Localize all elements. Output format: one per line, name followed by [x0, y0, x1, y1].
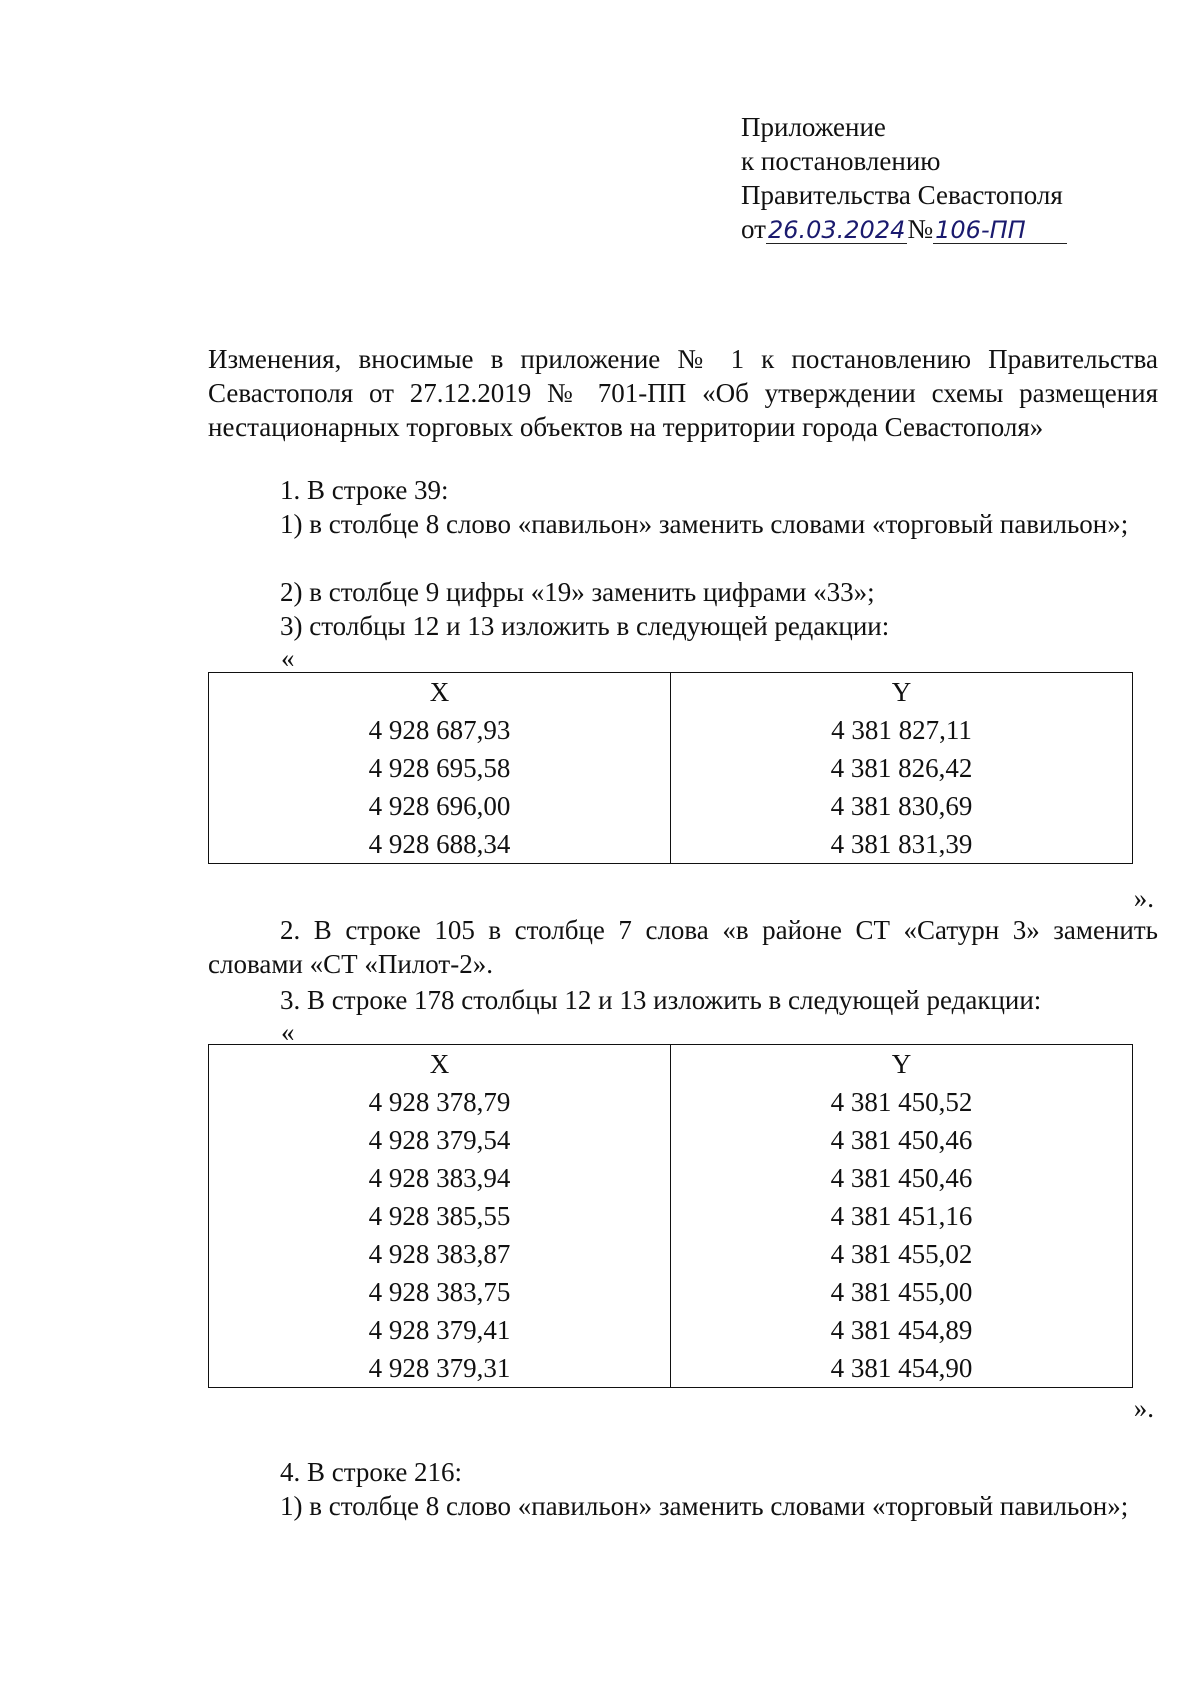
- cell-y: 4 381 450,46: [671, 1159, 1133, 1197]
- table-row: [209, 1349, 1133, 1388]
- cell-y: 4 381 826,42: [671, 749, 1133, 787]
- section3-heading: 3. В строке 178 столбцы 12 и 13 изложить в следующей редакции:: [280, 985, 1042, 1015]
- table-row: [209, 1121, 1133, 1159]
- section4-heading: 4. В строке 216:: [280, 1457, 463, 1487]
- header-line-appendix: Приложение: [741, 112, 886, 142]
- cell-x: 4 928 695,58: [209, 749, 671, 787]
- date-prefix: от: [741, 214, 766, 244]
- section4-item1: 1) в столбце 8 слово «павильон» заменить словами «торговый павильон»;: [280, 1491, 1129, 1521]
- column-header-y: Y: [671, 1045, 1133, 1084]
- document-title: Изменения, вносимые в приложение № 1 к постановлению Правительства Севастополя от 27.12.2019 № 701-ПП «Об утверждении схемы размещения нестационарных торговых объектов на территории города Севастополя»: [208, 344, 1158, 442]
- section3-open-quote: «: [281, 1017, 295, 1047]
- cell-y: 4 381 454,89: [671, 1311, 1133, 1349]
- cell-x: 4 928 383,87: [209, 1235, 671, 1273]
- table-row: [209, 1159, 1133, 1197]
- column-header-y: Y: [671, 673, 1133, 712]
- column-header-x: X: [209, 1045, 671, 1084]
- cell-y: 4 381 450,52: [671, 1083, 1133, 1121]
- table-row: [209, 749, 1133, 787]
- header-line-government: Правительства Севастополя: [741, 180, 1063, 210]
- cell-y: 4 381 451,16: [671, 1197, 1133, 1235]
- cell-x: 4 928 385,55: [209, 1197, 671, 1235]
- cell-y: 4 381 830,69: [671, 787, 1133, 825]
- handwritten-number: 106-ПП: [933, 217, 1067, 244]
- cell-x: 4 928 383,94: [209, 1159, 671, 1197]
- cell-y: 4 381 831,39: [671, 825, 1133, 864]
- cell-y: 4 381 455,02: [671, 1235, 1133, 1273]
- cell-x: 4 928 378,79: [209, 1083, 671, 1121]
- cell-x: 4 928 379,31: [209, 1349, 671, 1388]
- cell-x: 4 928 688,34: [209, 825, 671, 864]
- cell-x: 4 928 383,75: [209, 1273, 671, 1311]
- cell-x: 4 928 379,41: [209, 1311, 671, 1349]
- section1-open-quote: «: [281, 643, 295, 673]
- table-row: [209, 825, 1133, 864]
- cell-x: 4 928 696,00: [209, 787, 671, 825]
- appendix-header: [741, 110, 1067, 246]
- table-row: [209, 1083, 1133, 1121]
- column-header-x: X: [209, 673, 671, 712]
- table-row: [209, 1235, 1133, 1273]
- section1-item3: 3) столбцы 12 и 13 изложить в следующей редакции:: [280, 611, 890, 641]
- section3-coordinates-table: [208, 1044, 1133, 1388]
- cell-x: 4 928 687,93: [209, 711, 671, 749]
- table-row: [209, 787, 1133, 825]
- header-date-line: [741, 212, 1067, 246]
- handwritten-date: 26.03.2024: [767, 216, 906, 244]
- table-header-row: [209, 1045, 1133, 1084]
- cell-x: 4 928 379,54: [209, 1121, 671, 1159]
- section1-close-quote: ».: [1133, 883, 1154, 913]
- section2-text: 2. В строке 105 в столбце 7 слова «в районе СТ «Сатурн 3» заменить словами «СТ «Пилот-2».: [208, 915, 1158, 979]
- table-header-row: [209, 673, 1133, 712]
- section1-coordinates-table: [208, 672, 1133, 864]
- number-prefix: №: [907, 214, 934, 244]
- section3-close-quote: ».: [1133, 1393, 1154, 1423]
- cell-y: 4 381 455,00: [671, 1273, 1133, 1311]
- table-row: [209, 1197, 1133, 1235]
- section1-item1: 1) в столбце 8 слово «павильон» заменить словами «торговый павильон»;: [280, 509, 1129, 539]
- table-row: [209, 1273, 1133, 1311]
- header-line-resolution: к постановлению: [741, 146, 941, 176]
- cell-y: 4 381 454,90: [671, 1349, 1133, 1388]
- table-row: [209, 711, 1133, 749]
- table-row: [209, 1311, 1133, 1349]
- section1-item2: 2) в столбце 9 цифры «19» заменить цифрами «33»;: [280, 577, 875, 607]
- cell-y: 4 381 450,46: [671, 1121, 1133, 1159]
- section1-heading: 1. В строке 39:: [280, 475, 449, 505]
- cell-y: 4 381 827,11: [671, 711, 1133, 749]
